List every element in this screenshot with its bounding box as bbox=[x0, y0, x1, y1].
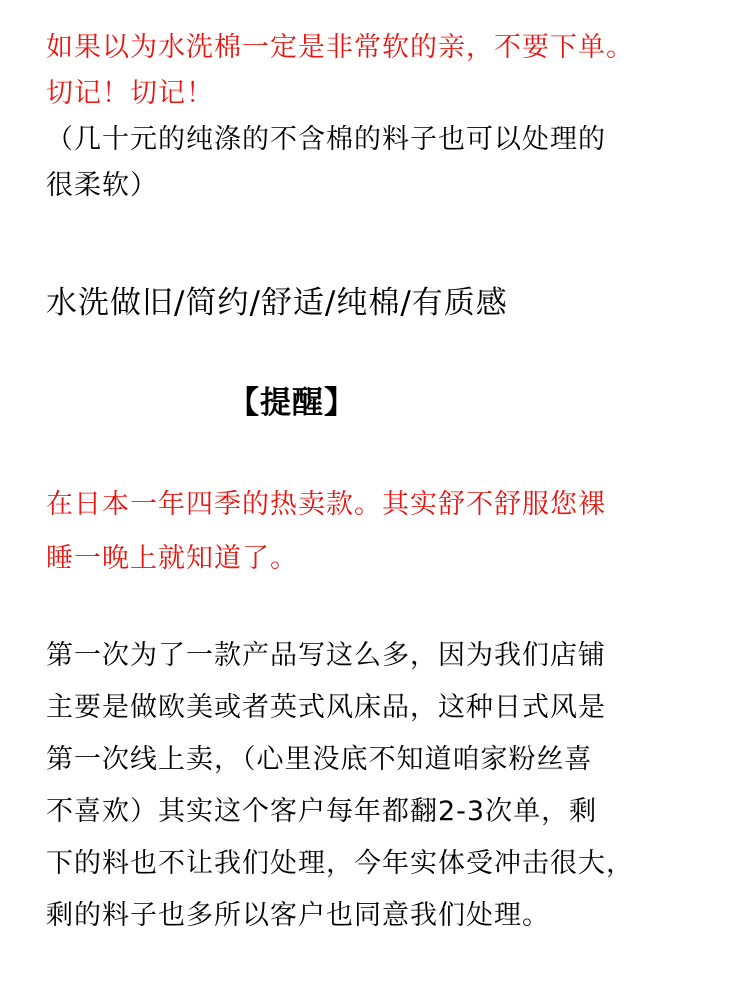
note-line: 很柔软） bbox=[46, 170, 158, 201]
story-line: 剩的料子也多所以客户也同意我们处理。 bbox=[46, 900, 550, 931]
story-line: 不喜欢）其实这个客户每年都翻2-3次单，剩 bbox=[46, 796, 598, 827]
story-line: 第一次线上卖，（心里没底不知道咱家粉丝喜 bbox=[46, 744, 593, 775]
reminder-heading: 【提醒】 bbox=[228, 385, 356, 421]
warning-text bbox=[46, 25, 726, 117]
story-line: 第一次为了一款产品写这么多，因为我们店铺 bbox=[46, 640, 606, 671]
note-line: （几十元的纯涤的不含棉的料子也可以处理的 bbox=[46, 124, 606, 155]
bestseller-line: 睡一晚上就知道了。 bbox=[46, 543, 298, 574]
feature-tagline: 水洗做旧/简约/舒适/纯棉/有质感 bbox=[46, 285, 508, 321]
fabric-note bbox=[46, 117, 726, 209]
story-line: 主要是做欧美或者英式风床品，这种日式风是 bbox=[46, 692, 606, 723]
story-line: 下的料也不让我们处理，今年实体受冲击很大， bbox=[46, 848, 634, 879]
bestseller-text bbox=[46, 478, 726, 586]
warning-line: 切记！切记！ bbox=[46, 78, 214, 109]
warning-line: 如果以为水洗棉一定是非常软的亲，不要下单。 bbox=[46, 32, 634, 63]
story-paragraph bbox=[46, 630, 726, 942]
bestseller-line: 在日本一年四季的热卖款。其实舒不舒服您裸 bbox=[46, 489, 606, 520]
